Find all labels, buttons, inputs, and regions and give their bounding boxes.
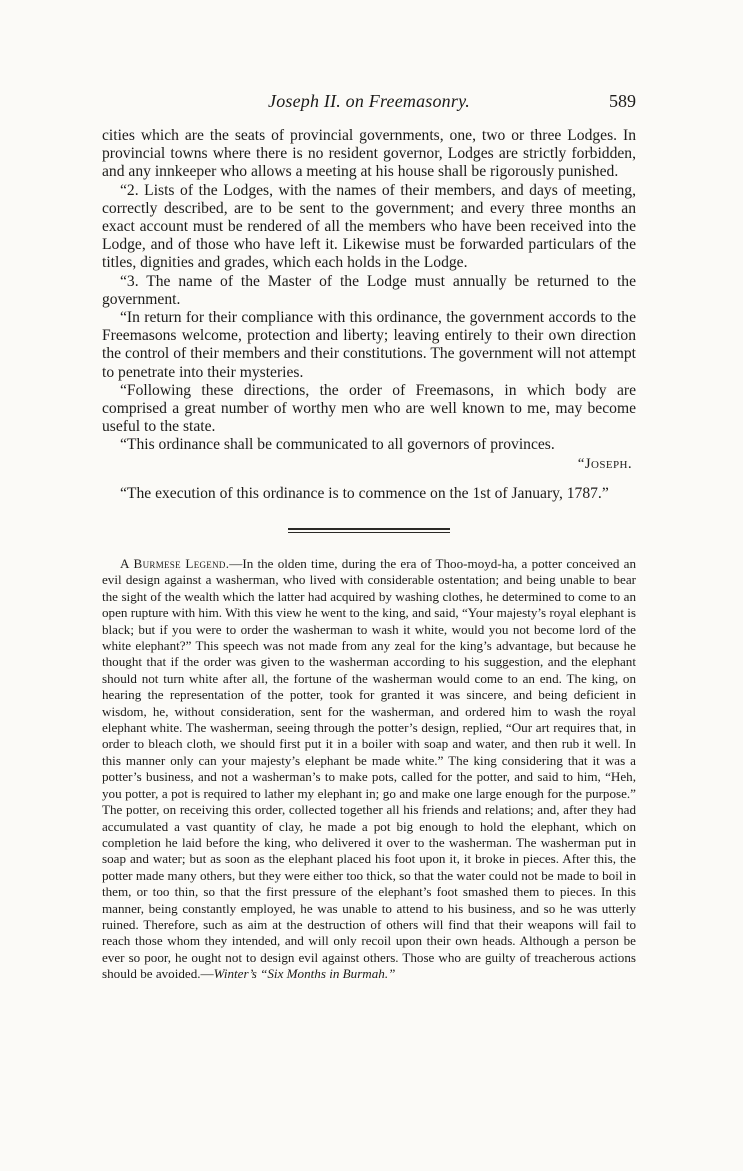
paragraph: “In return for their compliance with this ordinance, the government accords to the Freemasons welcome, protection and liberty; leaving entirely to their own direction the control of their members and their constitutions. The government will not attempt to penetrate into their mysteries. xyxy=(102,309,636,381)
legend-paragraph xyxy=(102,556,636,983)
ordinance-text xyxy=(102,127,636,503)
paragraph: “Following these directions, the order of Freemasons, in which body are comprised a great number of worthy men who are well known to me, may become useful to the state. xyxy=(102,381,636,436)
paragraph: “This ordinance shall be communicated to all governors of provinces. xyxy=(120,436,555,454)
page-number: 589 xyxy=(609,91,636,111)
burmese-legend xyxy=(102,556,636,983)
legend-source: Winter’s “Six Months in Burmah.” xyxy=(213,966,396,982)
section-divider xyxy=(288,528,450,534)
paragraph: cities which are the seats of provincial governments, one, two or three Lodges. In provincial towns where there is no resident governor, Lodges are strictly forbidden, and any innkeeper who allows a meeting at his house shall be rigorously punished. xyxy=(102,127,636,181)
paragraph: “2. Lists of the Lodges, with the names of their members, and days of meeting, correctly described, are to be sent to the government; and every three months an exact account must be rendered of all the members who have been received into the Lodge, and of those who have left it. Likewise must be forwarded particulars of the titles, dignities and grades, which each holds in the Lodge. xyxy=(102,181,636,272)
legend-heading: A Burmese Legend. xyxy=(120,556,230,571)
running-header xyxy=(102,91,636,115)
paragraph: “3. The name of the Master of the Lodge must annually be returned to the government. xyxy=(102,272,636,308)
running-title: Joseph II. on Freemasonry. xyxy=(268,91,470,111)
paragraph: “The execution of this ordinance is to commence on the 1st of January, 1787.” xyxy=(120,484,609,502)
signature: “Joseph. xyxy=(577,455,632,472)
legend-text: —In the olden time, during the era of Thoo-moyd-ha, a potter conceived an evil design against a washerman, who lived with considerable ostentation; and being unable to bear the sight of the wealth which the latter had acquired by washing clothes, he determined to come to an open rupture with him. With this view he went to the king, and said, “Your majesty’s royal elephant is black; but if you were to order the washerman to wash it white, would you not become lord of the white elephant?” This speech was not made from any zeal for the king’s advantage, but because he thought that if the order was given to the washerman according to his suggestion, and the elephant should not turn white after all, the fortune of the washerman would come to an end. The king, on hearing the representation of the potter, took for granted it was sincere, and being deficient in wisdom, he, without consideration, sent for the washerman, and ordered him to wash the royal elephant white. The washerman, seeing through the potter’s design, replied, “Our art requires that, in order to bleach cloth, we should first put it in a boiler with soap and water, and then rub it well. In this manner only can your majesty’s elephant be made white.” The king considering that it was a potter’s business, and not a washerman’s to make pots, called for the potter, and said to him, “Heh, you potter, a pot is required to lather my elephant in; go and make one large enough for the purpose.” The potter, on receiving this order, collected together all his friends and relations; and, after they had accumulated a vast quantity of clay, he made a pot big enough to hold the elephant, which on completion he laid before the king, who delivered it over to the washerman. The washerman put in soap and water; but as soon as the elephant placed his foot upon it, it broke in pieces. After this, the potter made many others, but they were either too thick, so that the water could not be made to boil in them, or too thin, so that the first pressure of the elephant’s foot smashed them to pieces. In this manner, being constantly employed, he was unable to attend to his business, and so he was utterly ruined. Therefore, such as aim at the destruction of others will find that their weapons will fail to reach those whom they intended, and will only recoil upon their own heads. Although a person be ever so poor, he ought not to design evil against others. Those who are guilty of treacherous actions should be avoided.— xyxy=(102,556,636,982)
